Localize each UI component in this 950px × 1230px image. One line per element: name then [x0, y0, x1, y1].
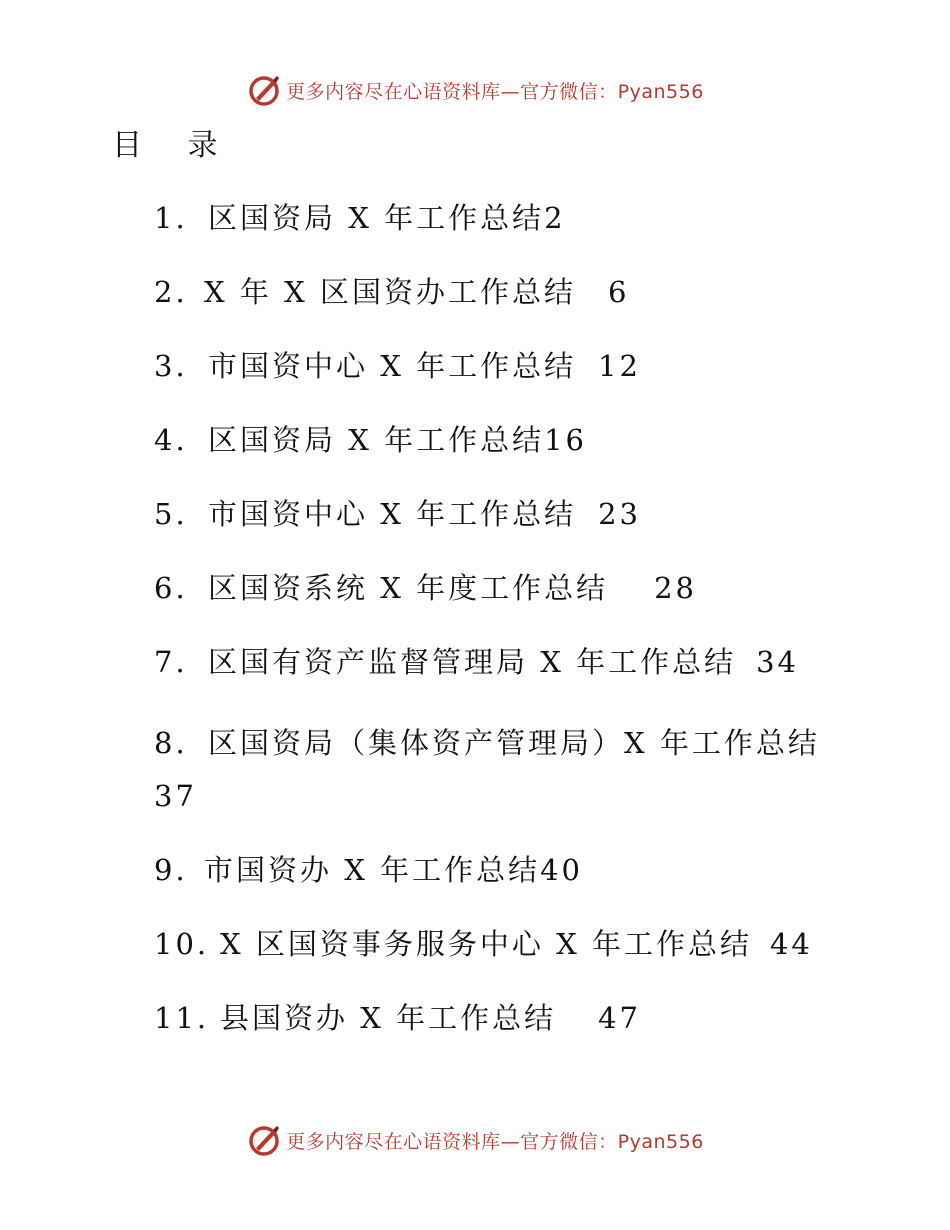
toc-item-title: 区国资局（集体资产管理局）X 年工作总结 — [208, 726, 820, 760]
toc-item-2[interactable] — [154, 270, 629, 314]
toc-item-number: 1. — [154, 201, 188, 235]
toc-item-number: 8. — [154, 726, 188, 760]
toc-item-number: 5. — [154, 497, 188, 531]
toc-item-number: 7. — [154, 645, 188, 679]
toc-item-page: 12 — [598, 349, 641, 383]
toc-item-3[interactable] — [154, 344, 641, 388]
toc-item-1[interactable] — [154, 196, 566, 240]
toc-item-title: 区国有资产监督管理局 X 年工作总结 — [208, 645, 737, 679]
toc-item-title: 区国资局 X 年工作总结 — [208, 201, 545, 235]
toc-item-page: 16 — [544, 423, 587, 457]
toc-item-title: X 区国资事务服务中心 X 年工作总结 — [220, 927, 752, 961]
pen-logo-icon — [246, 1122, 282, 1158]
toc-item-title: 市国资办 X 年工作总结 — [204, 853, 541, 887]
toc-item-number: 11. — [154, 1001, 210, 1035]
header-banner — [0, 70, 950, 110]
toc-item-title: X 年 X 区国资办工作总结 — [204, 275, 576, 309]
toc-item-10[interactable] — [154, 922, 813, 966]
toc-item-page: 37 — [154, 779, 197, 813]
toc-item-number: 9. — [154, 853, 188, 887]
toc-item-number: 3. — [154, 349, 188, 383]
toc-item-11[interactable] — [154, 996, 641, 1040]
toc-item-9[interactable] — [154, 848, 583, 892]
toc-item-number: 6. — [154, 571, 188, 605]
toc-item-page: 34 — [756, 645, 799, 679]
toc-item-number: 10. — [154, 927, 210, 961]
toc-item-4[interactable] — [154, 418, 587, 462]
toc-item-page: 28 — [654, 571, 697, 605]
toc-item-8[interactable] — [154, 714, 854, 772]
toc-item-page: 6 — [607, 275, 630, 309]
toc-item-title: 区国资局 X 年工作总结 — [208, 423, 545, 457]
toc-title: 目 录 — [112, 128, 236, 163]
toc-item-title: 市国资中心 X 年工作总结 — [208, 497, 577, 531]
toc-item-title: 市国资中心 X 年工作总结 — [208, 349, 577, 383]
footer-banner — [0, 1120, 950, 1160]
toc-item-title: 县国资办 X 年工作总结 — [220, 1001, 557, 1035]
toc-item-page: 2 — [544, 201, 566, 235]
toc-item-title: 区国资系统 X 年度工作总结 — [208, 571, 609, 605]
toc-item-6[interactable] — [154, 566, 697, 610]
toc-item-page: 40 — [540, 853, 583, 887]
toc-item-8-page-line — [154, 774, 197, 818]
toc-item-5[interactable] — [154, 492, 641, 536]
pen-logo-icon — [246, 72, 282, 108]
toc-item-page: 23 — [598, 497, 641, 531]
toc-item-page: 47 — [598, 1001, 641, 1035]
banner-text: 更多内容尽在心语资料库—官方微信：Pyan556 — [286, 1130, 704, 1153]
toc-item-number: 2. — [154, 275, 188, 309]
toc-item-page: 44 — [769, 927, 813, 961]
toc-item-7[interactable] — [154, 640, 799, 684]
toc-item-number: 4. — [154, 423, 188, 457]
banner-text: 更多内容尽在心语资料库—官方微信：Pyan556 — [286, 80, 704, 103]
